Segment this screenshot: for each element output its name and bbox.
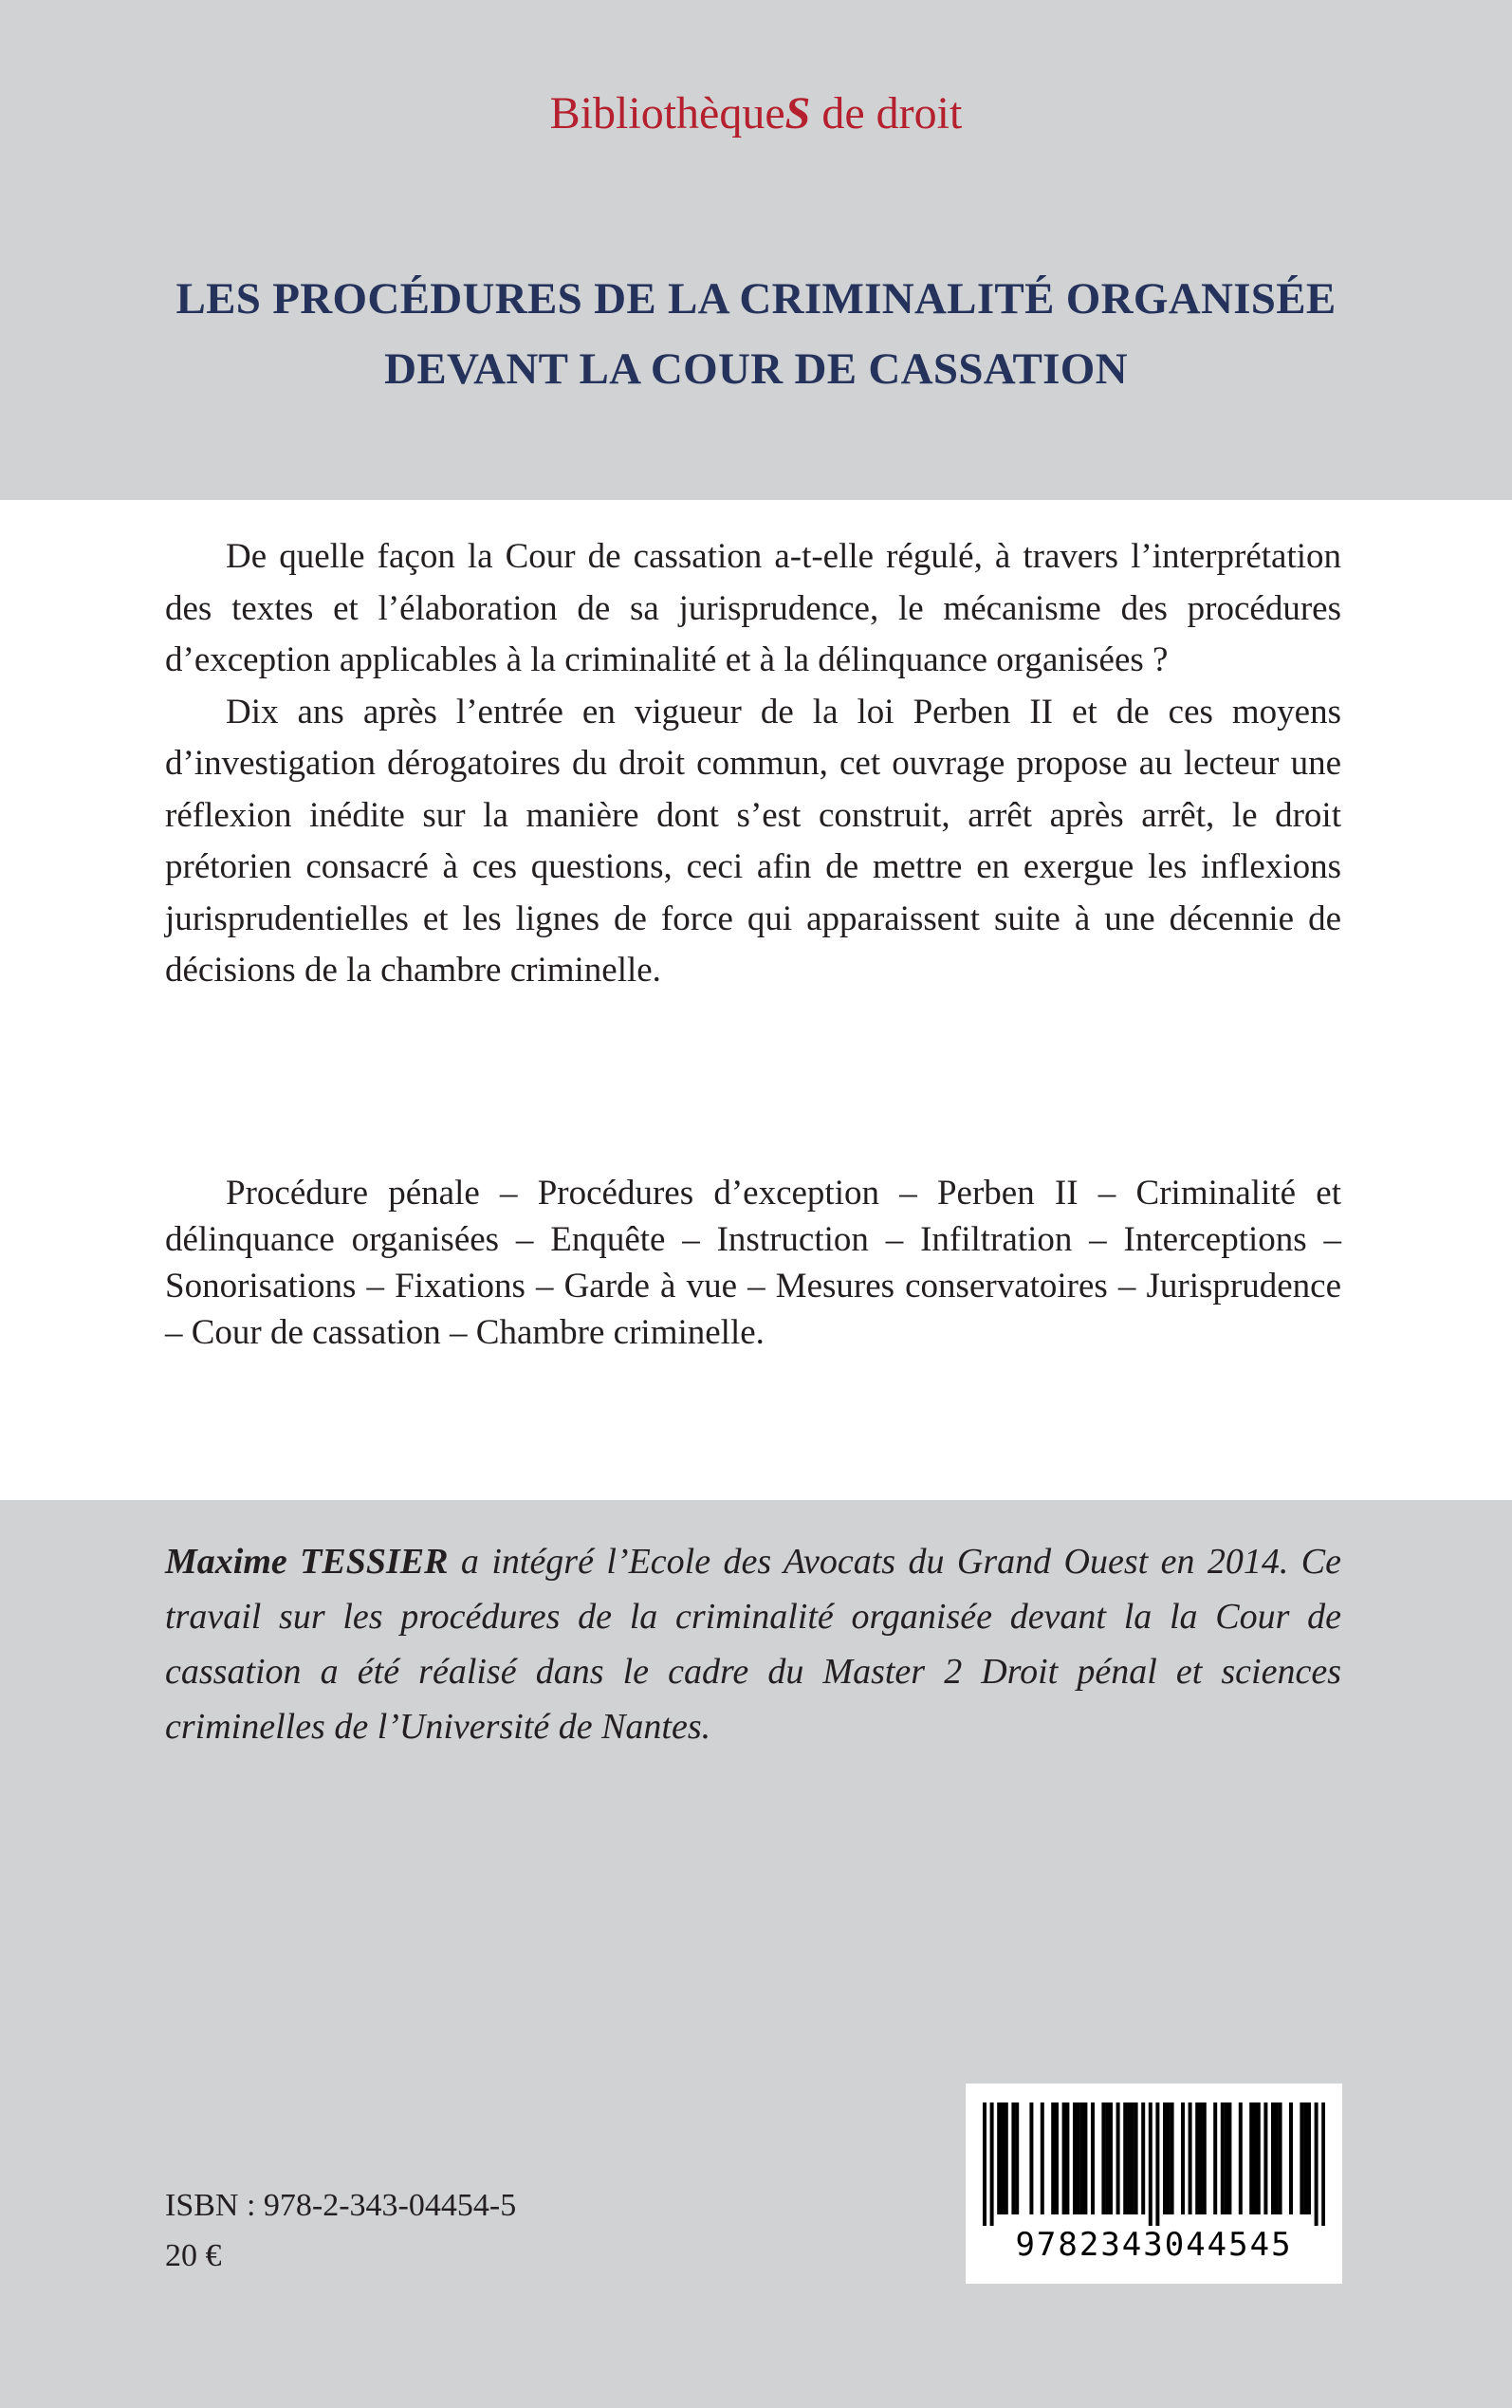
barcode-bar [1171,2102,1174,2214]
barcode-bar [1163,2102,1167,2214]
barcode-bar [1167,2102,1171,2214]
barcode-bar [1091,2102,1095,2214]
blurb-paragraph-1: De quelle façon la Cour de cassation a-t-elle régulé, à travers l’interprétation des textes et l’élaboration de sa jurisprudence, le mécanisme des procédures d’exception applicables à la criminalité et à la délinquance organisées ? [165,537,1341,679]
barcode-bar [1131,2102,1134,2214]
series-name [0,85,1512,142]
barcode-bar [1109,2102,1113,2214]
barcode-bar [1134,2102,1138,2214]
barcode-bar [1271,2102,1275,2214]
barcode-bar [1029,2102,1033,2214]
barcode-digits: 9782343044545 [1015,2226,1293,2264]
barcode-bar [1213,2102,1217,2214]
barcode-bar [1239,2102,1243,2214]
author-bio-text: a intégré l’Ecole des Avocats du Grand Ouest en 2014. Ce travail sur les procédures de la criminalité organisée devant la la Cour de cassation a été réalisé dans le cadre du Master 2 Droit pénal et sciences criminelles de l’Université de Nantes. [165,1542,1341,1747]
barcode-bar [1005,2102,1008,2214]
author-name: Maxime TESSIER [165,1542,449,1582]
barcode-bar [983,2102,986,2226]
barcode-bar [1279,2102,1282,2214]
barcode-bar [1203,2102,1207,2214]
barcode-bars [983,2102,1325,2226]
barcode-bar [1300,2102,1303,2214]
barcode-bar [1116,2102,1120,2214]
barcode-bar [990,2102,994,2226]
blurb-paragraph-2: Dix ans après l’entrée en vigueur de la loi Perben II et de ces moyens d’investigation dérogatoires du droit commun, cet ouvrage propose au lecteur une réflexion inédite sur la manière dont s’est construit, arrêt après arrêt, le droit prétorien consacré à ces questions, ceci afin de mettre en exergue les inflexions jurisprudentielles et les lignes de force qui apparaissent suite à une décennie de décisions de la chambre criminelle. [165,692,1341,990]
barcode-bar [1105,2102,1109,2214]
barcode-bar [1195,2102,1199,2214]
series-prefix: Bibliothèque [549,88,785,139]
keywords: Procédure pénale – Procédures d’exception – Perben II – Criminalité et délinquance organisées – Enquête – Instruction – Infiltration – Interceptions – Sonorisations – Fixations – Garde à vue – Mesures conservatoires – Jurisprudence – Cour de cassation – Chambre criminelle. [165,1174,1341,1352]
barcode-bar [1065,2102,1069,2214]
isbn: ISBN : 978-2-343-04454-5 [165,2188,517,2223]
barcode-bar [1181,2102,1185,2214]
barcode-bar [1155,2102,1159,2226]
barcode-bar [1249,2102,1253,2214]
barcode-bar [1303,2102,1307,2214]
price: 20 € [165,2238,222,2273]
barcode-bar [1077,2102,1080,2214]
barcode-bar [1041,2102,1044,2214]
barcode-bar [997,2102,1001,2214]
barcode-bar [1062,2102,1066,2214]
barcode [966,2084,1342,2284]
barcode-bar [1289,2102,1293,2214]
barcode-bar [1189,2102,1192,2214]
series-suffix: de droit [810,88,963,139]
barcode-bar [1141,2102,1145,2214]
barcode-bar [1257,2102,1261,2214]
barcode-bar [1225,2102,1228,2214]
title-line-1: LES PROCÉDURES DE LA CRIMINALITÉ ORGANISÉE [175,274,1337,324]
barcode-bar [1227,2102,1231,2214]
blurb [165,531,1341,997]
barcode-bar [1015,2102,1019,2214]
barcode-bar [1083,2102,1087,2214]
barcode-bar [1001,2102,1005,2214]
barcode-bar [1149,2102,1152,2226]
barcode-bar [1127,2102,1131,2214]
top-gray-band [0,0,1512,500]
book-title [0,264,1512,404]
barcode-bar [1315,2102,1318,2226]
author-bio [165,1534,1341,1754]
barcode-bar [1307,2102,1311,2214]
barcode-bar [1123,2102,1127,2214]
barcode-bar [1051,2102,1055,2214]
barcode-bar [1321,2102,1325,2226]
barcode-bar [1199,2102,1203,2214]
title-line-2: DEVANT LA COUR DE CASSATION [384,344,1128,394]
barcode-bar [1080,2102,1084,2214]
series-s: S [784,88,811,139]
barcode-bar [1055,2102,1059,2214]
barcode-bar [1275,2102,1279,2214]
barcode-bar [1101,2102,1105,2214]
barcode-bar [1011,2102,1015,2214]
barcode-bar [1073,2102,1077,2214]
barcode-bar [1221,2102,1225,2214]
barcode-bar [1253,2102,1257,2214]
barcode-bar [1263,2102,1267,2214]
